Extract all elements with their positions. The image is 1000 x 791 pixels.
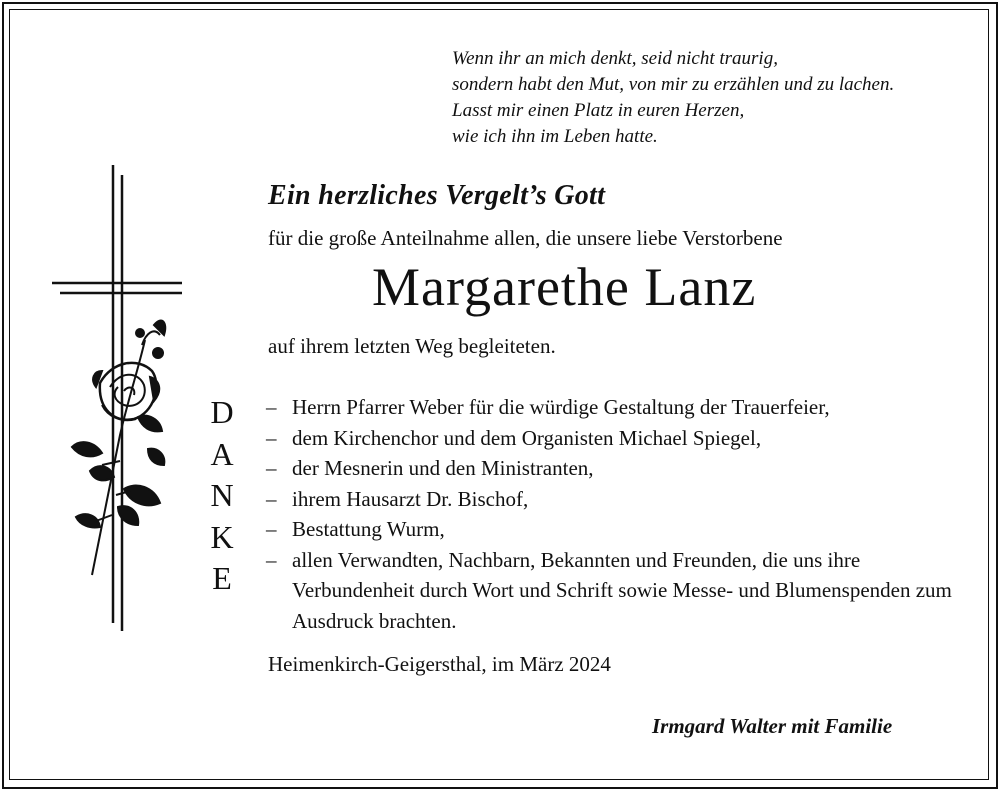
list-item-text: Bestattung Wurm, <box>292 517 445 541</box>
thanks-list <box>266 392 966 636</box>
danke-letter: D <box>210 394 234 430</box>
cross-icon <box>50 165 190 635</box>
poem-line: Wenn ihr an mich denkt, seid nicht traurig, <box>452 48 778 69</box>
list-item <box>266 453 966 484</box>
intro-text: für die große Anteilnahme allen, die unsere liebe Verstorbene <box>268 226 783 250</box>
list-item-text: ihrem Hausarzt Dr. Bischof, <box>292 486 529 511</box>
danke-letter: K <box>210 518 234 555</box>
list-item-text: Herrn Pfarrer Weber für die würdige Gestaltung der Trauerfeier, <box>292 395 830 419</box>
rose-icon <box>72 320 165 575</box>
poem-line: sondern habt den Mut, von mir zu erzählen und zu lachen. <box>452 74 895 95</box>
list-dash: – <box>266 486 277 511</box>
list-item-text: der Mesnerin und den Ministranten, <box>292 456 594 480</box>
danke-letter: E <box>212 560 232 596</box>
danke-letter: N <box>210 477 234 513</box>
list-dash: – <box>266 425 277 450</box>
list-item <box>266 514 966 545</box>
poem-line: wie ich ihn im Leben hatte. <box>452 126 658 147</box>
list-dash: – <box>266 456 277 480</box>
thanks-heading: Ein herzliches Vergelt’s Gott <box>268 180 606 211</box>
outro-text: auf ihrem letzten Weg begleiteten. <box>268 334 556 358</box>
list-dash: – <box>266 547 277 572</box>
list-dash: – <box>266 517 277 541</box>
place-and-date: Heimenkirch-Geigersthal, im März 2024 <box>268 652 611 676</box>
list-item-text: dem Kirchenchor und dem Organisten Michael Spiegel, <box>292 425 762 450</box>
cross-icon <box>52 165 182 631</box>
list-item <box>266 545 966 637</box>
signature: Irmgard Walter mit Familie <box>652 714 893 738</box>
deceased-name: Margarethe Lanz <box>372 257 757 317</box>
poem-line: Lasst mir einen Platz in euren Herzen, <box>452 100 745 121</box>
list-item <box>266 484 966 515</box>
danke-letter: A <box>210 435 234 472</box>
memorial-poem <box>452 46 894 150</box>
list-item-text: allen Verwandten, Nachbarn, Bekannten und Freunden, die uns ihre Verbundenheit durch Wort und Schrift sowie Messe- und Blumenspenden zum Ausdruck brachten. <box>292 547 952 633</box>
list-dash: – <box>266 395 277 419</box>
list-item <box>266 423 966 454</box>
danke-vertical <box>200 392 244 600</box>
list-item <box>266 392 966 423</box>
